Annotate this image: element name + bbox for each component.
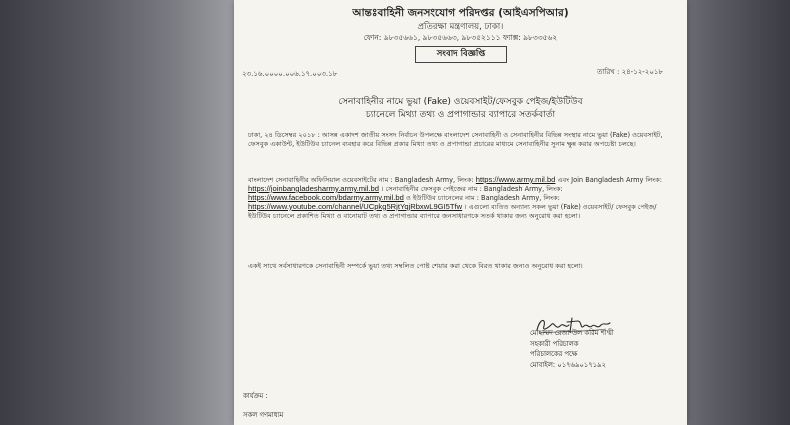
army-website-link[interactable]: https://www.army.mil.bd [475, 175, 556, 184]
contact-line: ফোন: ৯৮৩৫৬৬১, ৯৮৩৫৬৬৩, ৯৮৩৫২১১১ ফ্যাক্স: ৯৮৩৩৫৬২ [363, 33, 558, 42]
signatory-designation: সহকারী পরিচালক [530, 339, 579, 348]
title-line-1: সেনাবাহিনীর নামে ভুয়া (Fake) ওয়েবসাইট/ফেসবুক পেইজ/ইউটিউব [338, 97, 583, 107]
title-line-2: চ্যানেলে মিথ্যা তথ্য ও প্রপাগান্ডার ব্যাপারে সতর্কবার্তা [365, 110, 556, 120]
signatory-block [530, 328, 614, 370]
facebook-link[interactable]: https://www.facebook.com/bdarmy.army.mil.bd [248, 192, 404, 202]
signatory-on-behalf: পরিচালকের পক্ষে [530, 350, 578, 358]
youtube-link[interactable]: https://www.youtube.com/channel/UCpkg5RjtYqjRbxwL9GI5Tfw [248, 201, 463, 211]
paragraph-2-text-2: এবং Join Bangladesh Army লিংক: [555, 176, 662, 184]
signatory-mobile: মোবাইল: ০১৭৬৯০১৭১৯২ [530, 360, 606, 369]
release-date: তারিখ : ২৪-১২-২০১৮ [597, 68, 663, 76]
paragraph-2-text-1: বাংলাদেশ সেনাবাহিনীর অফিসিয়াল ওয়েবসাইটের নাম : Bangladesh Army, লিংক: [248, 176, 474, 184]
ministry-name: প্রতিরক্ষা মন্ত্রণালয়, ঢাকা। [417, 22, 504, 32]
org-name: আন্তঃবাহিনী জনসংযোগ পরিদপ্তর (আইএসপিআর) [352, 7, 569, 19]
release-title [234, 96, 687, 122]
action-label: কার্যক্রম : [243, 392, 268, 400]
paragraph-3: একই সাথে সর্বসাধারণকে সেনাবাহিনী সম্পর্কে ভুয়া তথ্য সম্বলিত পোষ্ট শেয়ার করা থেকে বিরত থাকার জন্যও অনুরোধ করা হলো। [248, 262, 583, 270]
paragraph-2-text-5: । এগুলো ব্যতিত অন্যান্য সকল ভুয়া (Fake) ওয়েবসাইট/ ফেসবুক পেইজ/ ইউটিউব চ্যানেলে প্রকাশিত মিথ্যা ও বানোয়াট তথ্য ও প্রপাগান্ডার ব্যাপারে জনসাধারণকে সতর্ক থাকার জন্য অনুরোধ করা হলো। [248, 202, 657, 220]
press-release-document [234, 0, 687, 425]
paragraph-2-text-3: । সেনাবাহিনীর ফেসবুক পেইজের নাম : Bangladesh Army, লিংক: [378, 184, 563, 193]
press-release-label: সংবাদ বিজ্ঞপ্তি [415, 46, 507, 63]
join-army-link[interactable]: https://joinbangladesharmy.army.mil.bd [248, 183, 379, 193]
distribution-list: সকল গণমাধ্যম [243, 411, 284, 419]
paragraph-1: ঢাকা, ২৪ ডিসেম্বর ২০১৮ : আসন্ন একাদশ জাতীয় সংসদ নির্বাচন উপলক্ষে বাংলাদেশ সেনাবাহিনী ও সেনাবাহিনীর বিভিন্ন সংস্থার নামে ভুয়া (Fake) ওয়েবসাইট, ফেসবুক একাউন্ট, ইউটিউব চ্যানেল ব্যবহার করে বিভিন্ন প্রকার মিথ্যা তথ্য ও প্রপাগান্ডা প্রচারের মাধ্যমে সেনাবাহিনীর সুনাম ক্ষুন্ন করার অপচেষ্টা চলছে। [248, 131, 663, 148]
paragraph-2-text-4: ও ইউটিউব চ্যানেলের নাম : Bangladesh Army, লিংক: [403, 193, 560, 202]
reference-number: ২৩.১৬.০০০০.০০৬.১৭.০০৩.১৮ [242, 70, 338, 78]
paragraph-2 [248, 176, 666, 221]
signatory-name: মোহাম্মদ রেজা-উল করিম শাম্মী [530, 329, 614, 337]
